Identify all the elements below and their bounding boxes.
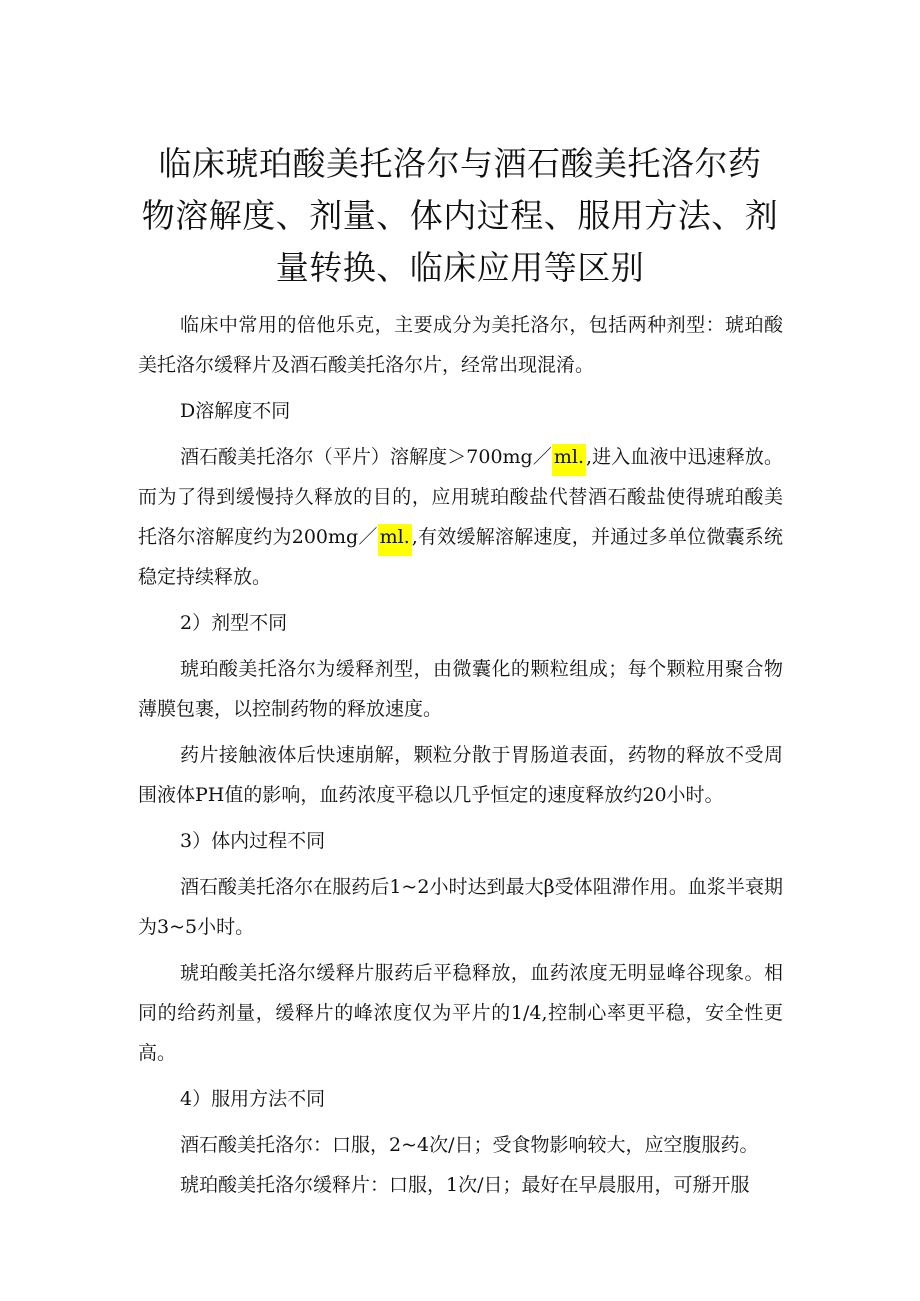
section-heading-dosage-form: 2）剂型不同 — [180, 612, 288, 634]
section-heading-pharmacokinetics: 3）体内过程不同 — [180, 830, 326, 852]
highlight-unit-1: ml. — [552, 444, 586, 476]
document-title — [110, 138, 810, 294]
title-line-2: 物溶解度、剂量、体内过程、服用方法、剂 — [141, 196, 779, 236]
highlight-unit-2: ml. — [378, 524, 412, 556]
solubility-paragraph — [138, 437, 783, 597]
succinate-administration-paragraph: 琥珀酸美托洛尔缓释片：口服，1次/日；最好在早晨服用，可掰开服 — [180, 1174, 750, 1196]
tartrate-administration-paragraph: 酒石酸美托洛尔：口服，2~4次/日；受食物影响较大，应空腹服药。 — [180, 1134, 759, 1156]
solubility-text-c: ,有效缓解溶解速度，并通过多单位微囊系统稳定持续释放。 — [138, 526, 783, 588]
release-paragraph: 药片接触液体后快速崩解，颗粒分散于胃肠道表面，药物的释放不受周围液体PH值的影响，血药浓度平稳以几乎恒定的速度释放约20小时。 — [138, 744, 783, 806]
section-heading-solubility: D溶解度不同 — [180, 400, 291, 422]
solubility-text-b: ,进入血液中迅速释放。而为了得到缓慢持久释放的目的，应用琥珀酸盐代替酒石酸盐使得琥珀酸美托洛尔溶解度约为200mg／ — [138, 446, 783, 548]
intro-paragraph: 临床中常用的倍他乐克，主要成分为美托洛尔，包括两种剂型：琥珀酸美托洛尔缓释片及酒石酸美托洛尔片，经常出现混淆。 — [138, 314, 783, 376]
title-line-1: 临床琥珀酸美托洛尔与酒石酸美托洛尔药 — [158, 144, 762, 184]
solubility-text-a: 酒石酸美托洛尔（平片）溶解度＞700mg／ — [180, 446, 552, 468]
dosage-form-paragraph: 琥珀酸美托洛尔为缓释剂型，由微囊化的颗粒组成；每个颗粒用聚合物薄膜包裹，以控制药物的释放速度。 — [138, 658, 783, 720]
section-heading-administration: 4）服用方法不同 — [180, 1088, 326, 1110]
title-line-3: 量转换、临床应用等区别 — [275, 248, 645, 288]
succinate-pk-paragraph: 琥珀酸美托洛尔缓释片服药后平稳释放，血药浓度无明显峰谷现象。相同的给药剂量，缓释片的峰浓度仅为平片的1/4,控制心率更平稳，安全性更高。 — [138, 962, 783, 1064]
document-body — [138, 305, 783, 1205]
tartrate-pk-paragraph: 酒石酸美托洛尔在服药后1~2小时达到最大β受体阻滞作用。血浆半衰期为3~5小时。 — [138, 876, 783, 938]
